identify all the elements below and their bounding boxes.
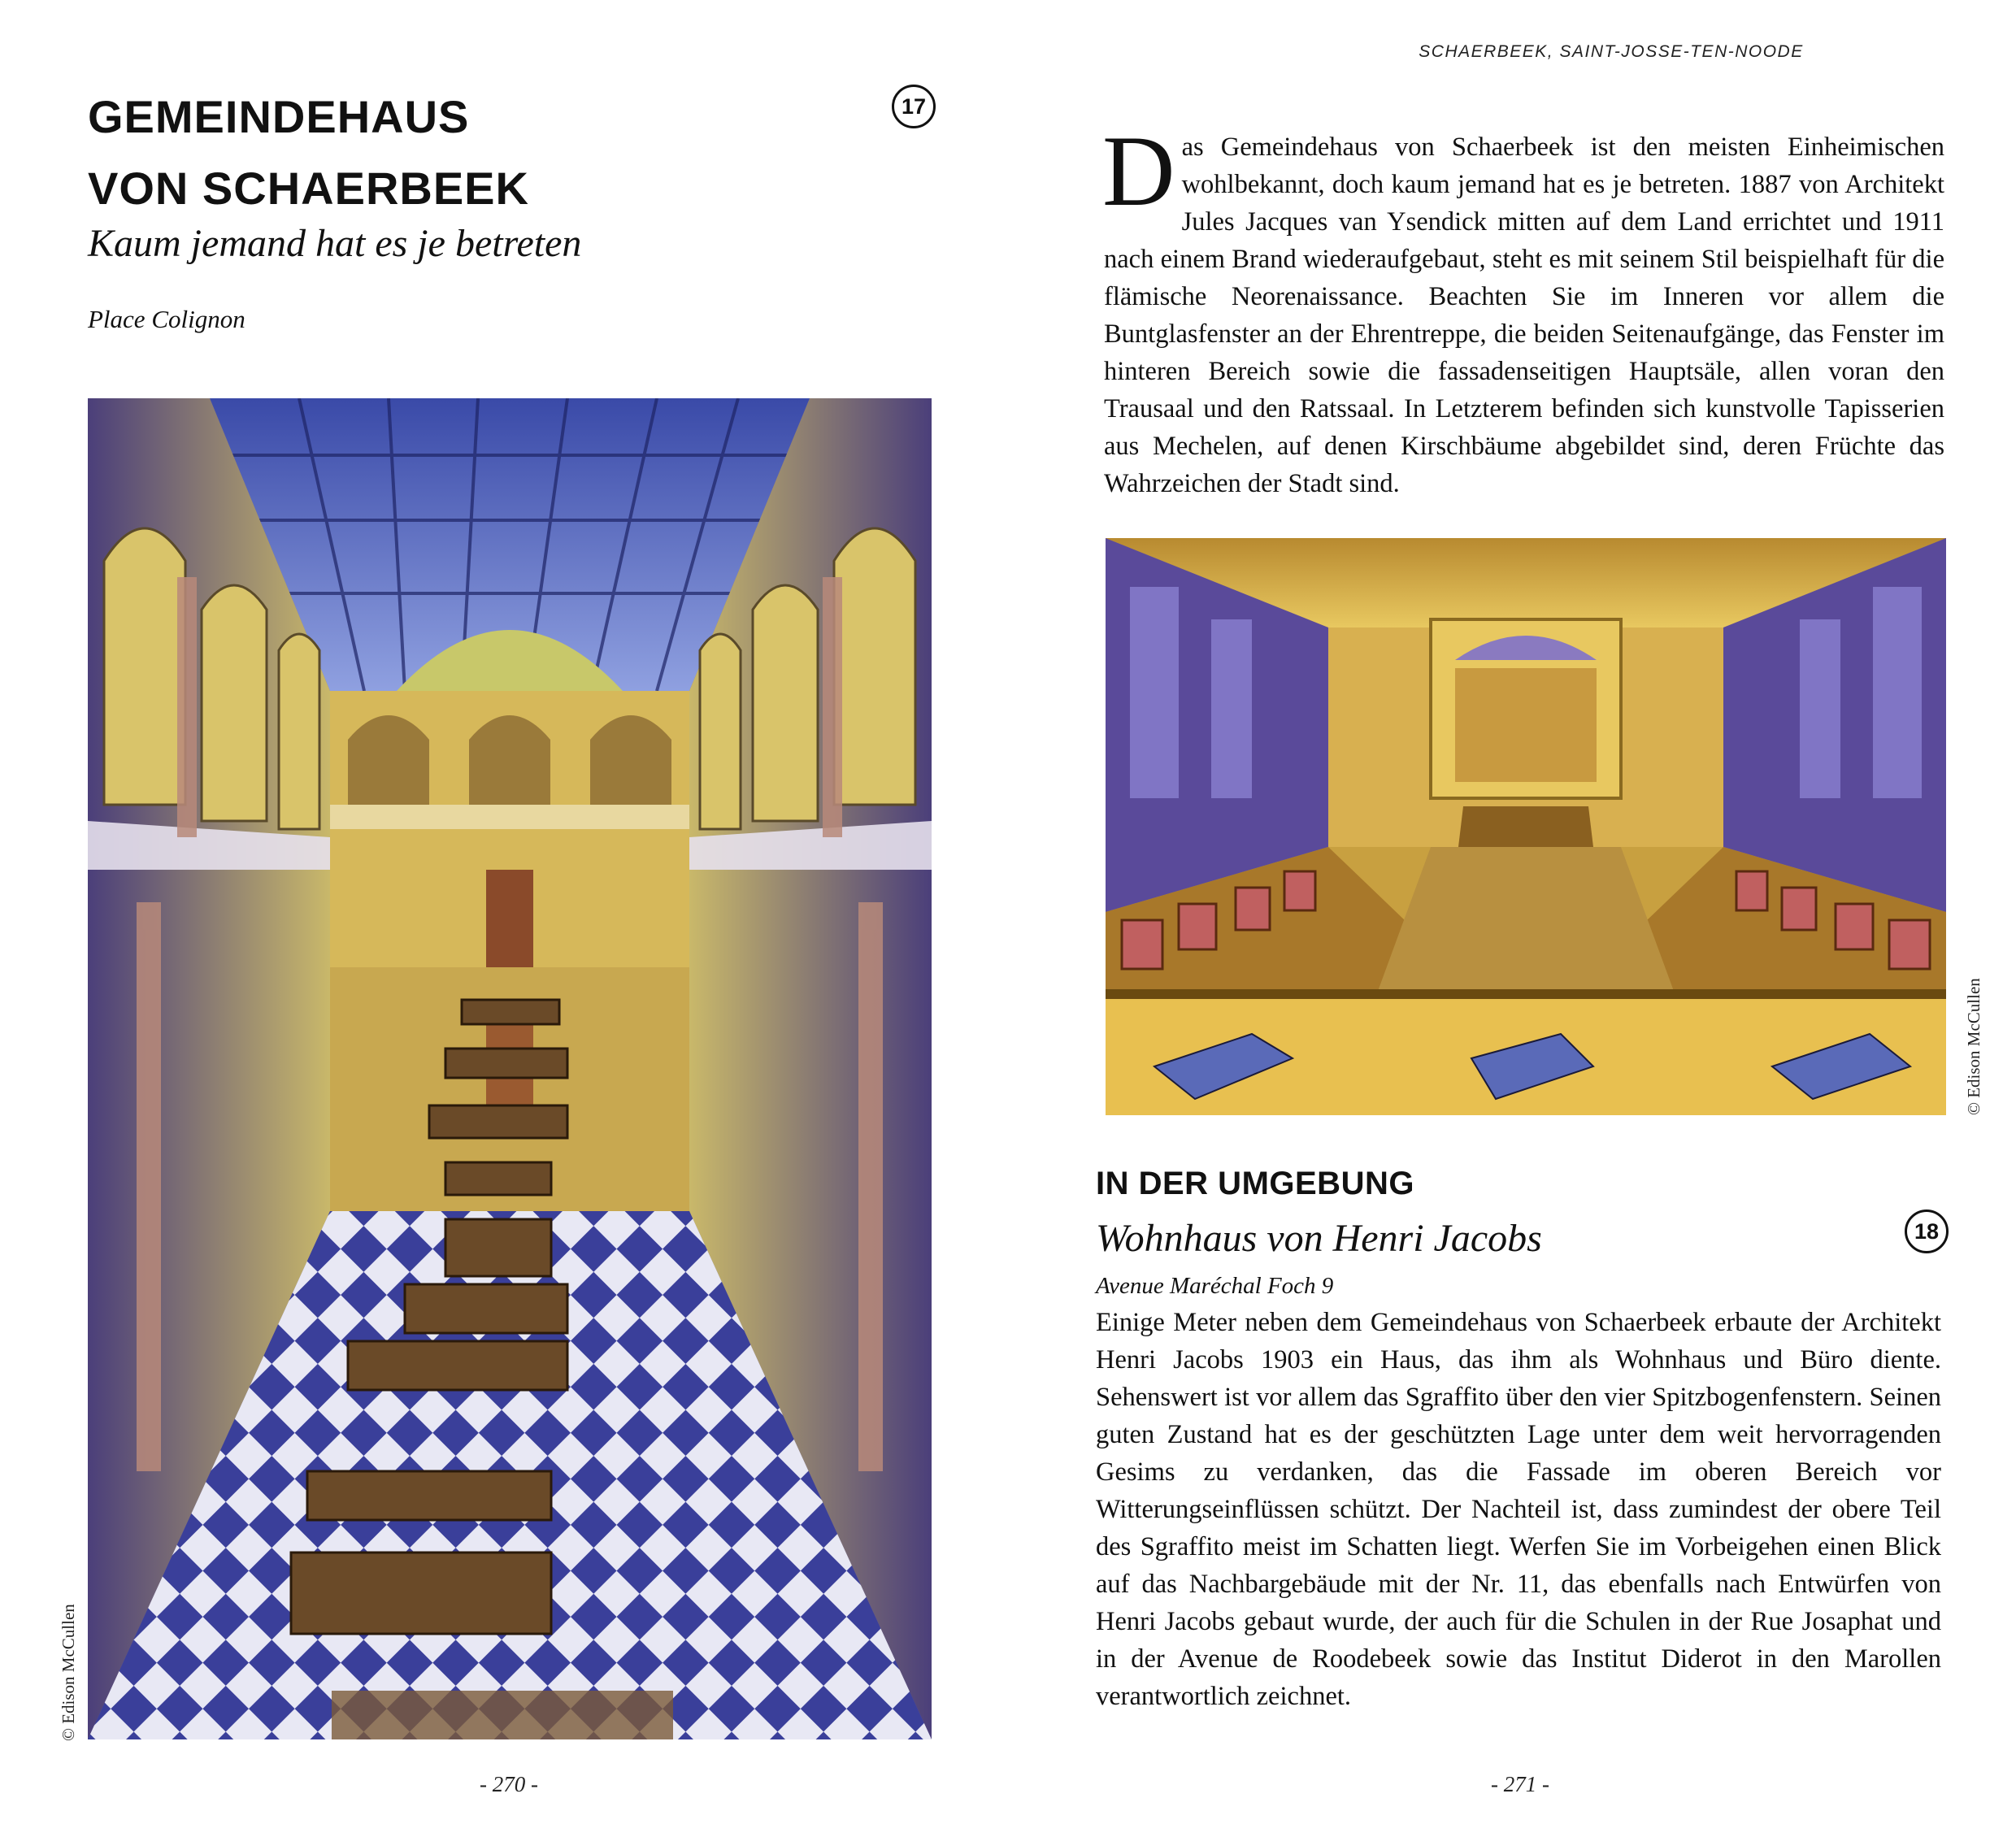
photo-credit-right: © Edison McCullen (1964, 978, 1983, 1115)
title-line-2: VON SCHAERBEEK (88, 163, 529, 214)
right-page (1008, 0, 2016, 1824)
entry-title (88, 81, 901, 224)
title-line-1: GEMEINDEHAUS (88, 91, 470, 142)
entry-number-badge-2: 18 (1905, 1209, 1949, 1253)
drop-cap: D (1102, 115, 1175, 227)
running-head: SCHAERBEEK, SAINT-JOSSE-TEN-NOODE (1419, 42, 1804, 61)
entry-number-badge: 17 (892, 85, 936, 128)
intro-paragraph (1102, 115, 1944, 502)
section-heading: IN DER UMGEBUNG (1096, 1166, 1414, 1201)
entry-address: Place Colignon (88, 305, 245, 333)
sub-address: Avenue Maréchal Foch 9 (1096, 1273, 1334, 1299)
photo-credit-left: © Edison McCullen (59, 1604, 78, 1741)
sub-paragraph: Einige Meter neben dem Gemeindehaus von Schaerbeek erbaute der Architekt Henri Jacobs 1903 ein Haus, das ihm als Wohnhaus und Büro diente. Sehenswert ist vor allem das Sgraffito über den vier Spitzbogenfenstern. Seinen guten Zustand hat es der geschützten Lage unter dem weit hervorragenden Gesims zu verdanken, das die Fassade im oberen Bereich vor Witterungseinflüssen schützt. Der Nachteil ist, dass zumindest der obere Teil des Sgraffito meist im Schatten liegt. Werfen Sie im Vorbeigehen einen Blick auf das Nachbargebäude mit der Nr. 11, das ebenfalls nach Entwürfen von Henri Jacobs gebaut wurde, der auch für die Schulen in der Rue Josaphat und in der Avenue de Roodebeek sowie das Institut Diderot in den Marollen verantwortlich zeichnet. (1096, 1308, 1941, 1711)
page-number-right: - 271 - (1491, 1772, 1549, 1796)
sub-heading: Wohnhaus von Henri Jacobs (1096, 1217, 1542, 1260)
atrium-photo (88, 398, 932, 1739)
council-chamber-photo (1106, 538, 1946, 1115)
page-number-left: - 270 - (480, 1772, 538, 1796)
intro-text: as Gemeindehaus von Schaerbeek ist den meisten Einheimischen wohlbekannt, doch kaum jemand hat es je betreten. 1887 von Architekt Jules Jacques van Ysendick mitten auf dem Land errichtet und 1911 nach einem Brand wiederaufgebaut, steht es mit seinem Stil beispielhaft für die flämische Neorenaissance. Beachten Sie im Inneren vor allem die Buntglasfenster an der Ehrentreppe, die beiden Seitenaufgänge, das Fenster im hinteren Bereich sowie die fassadenseitigen Hauptsäle, allen voran den Trausaal und den Ratssaal. In Letzterem befinden sich kunstvolle Tapisserien aus Mechelen, auf denen Kirschbäume abgebildet sind, deren Früchte das Wahrzeichen der Stadt sind. (1104, 132, 1944, 498)
entry-subtitle: Kaum jemand hat es je betreten (88, 222, 582, 265)
